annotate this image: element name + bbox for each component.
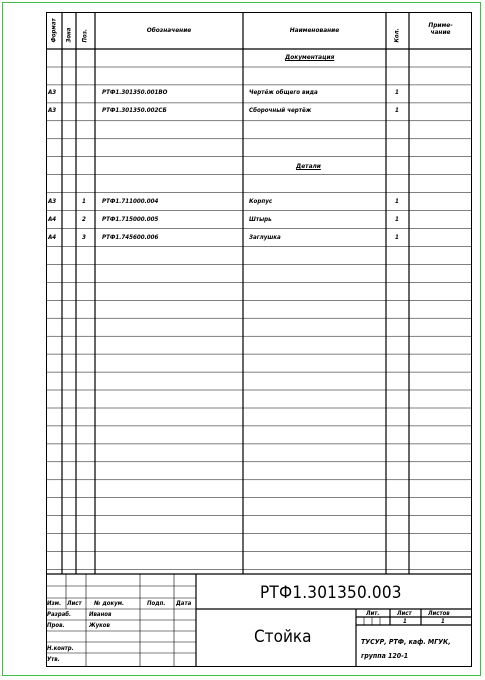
header-note-line2: чание bbox=[430, 28, 451, 36]
row-name: Корпус bbox=[249, 198, 273, 205]
header-format: Формат bbox=[50, 18, 58, 43]
tb-organization bbox=[361, 635, 451, 663]
row-format: А4 bbox=[48, 216, 57, 223]
tb-sheet-label: Лист bbox=[397, 610, 412, 617]
section-documentation: Документация bbox=[285, 53, 335, 61]
row-format: А4 bbox=[48, 234, 57, 241]
row-designation: РТФ1.711000.004 bbox=[102, 198, 159, 205]
tb-org-line1: ТУСУР, РТФ, каф. МГУК, bbox=[361, 638, 451, 646]
row-name: Заглушка bbox=[249, 234, 281, 241]
section-parts: Детали bbox=[296, 162, 321, 170]
row-pos: 3 bbox=[82, 234, 86, 241]
tb-org-line2: группа 120-1 bbox=[361, 652, 409, 660]
tb-col-doc: № докум. bbox=[94, 600, 125, 607]
tb-razrab-label: Разраб. bbox=[47, 611, 72, 618]
row-designation: РТФ1.745600.006 bbox=[102, 234, 159, 241]
row-name: Сборочный чертёж bbox=[249, 107, 312, 114]
header-note-line1: Приме- bbox=[428, 21, 453, 29]
tb-title: Стойка bbox=[254, 627, 312, 647]
tb-sheets-label: Листов bbox=[428, 610, 450, 617]
header-note bbox=[409, 22, 472, 36]
tb-razrab-name: Иванов bbox=[89, 611, 112, 618]
header-qty: Кол. bbox=[393, 28, 401, 43]
tb-prov-name: Жуков bbox=[89, 622, 110, 629]
header-designation: Обозначение bbox=[146, 26, 192, 34]
tb-utv-label: Утв. bbox=[47, 656, 60, 663]
row-qty: 1 bbox=[395, 216, 399, 223]
header-name: Наименование bbox=[289, 26, 340, 34]
row-qty: 1 bbox=[395, 107, 399, 114]
tb-sheet-value: 1 bbox=[403, 618, 407, 625]
row-qty: 1 bbox=[395, 198, 399, 205]
tb-nkontr-label: Н.контр. bbox=[47, 645, 74, 652]
row-qty: 1 bbox=[395, 89, 399, 96]
row-designation: РТФ1.715000.005 bbox=[102, 216, 159, 223]
tb-col-izm: Изм. bbox=[47, 600, 62, 607]
row-pos: 2 bbox=[82, 216, 86, 223]
tb-col-date: Дата bbox=[176, 600, 192, 607]
row-pos: 1 bbox=[82, 198, 86, 205]
row-designation: РТФ1.301350.001ВО bbox=[102, 89, 168, 96]
row-name: Штырь bbox=[249, 216, 272, 223]
tb-designation: РТФ1.301350.003 bbox=[260, 583, 402, 603]
row-name: Чертёж общего вида bbox=[249, 89, 318, 96]
header-zone: Зона bbox=[65, 27, 73, 43]
tb-col-list: Лист bbox=[67, 600, 82, 607]
tb-prov-label: Пров. bbox=[47, 622, 65, 629]
row-format: А3 bbox=[48, 107, 57, 114]
row-qty: 1 bbox=[395, 234, 399, 241]
row-format: А3 bbox=[48, 198, 57, 205]
tb-col-sign: Подп. bbox=[147, 600, 166, 607]
tb-sheets-value: 1 bbox=[441, 618, 445, 625]
tb-lit-label: Лит. bbox=[366, 610, 380, 617]
row-designation: РТФ1.301350.002СБ bbox=[102, 107, 167, 114]
header-pos: Поз. bbox=[81, 29, 89, 43]
row-format: А3 bbox=[48, 89, 57, 96]
